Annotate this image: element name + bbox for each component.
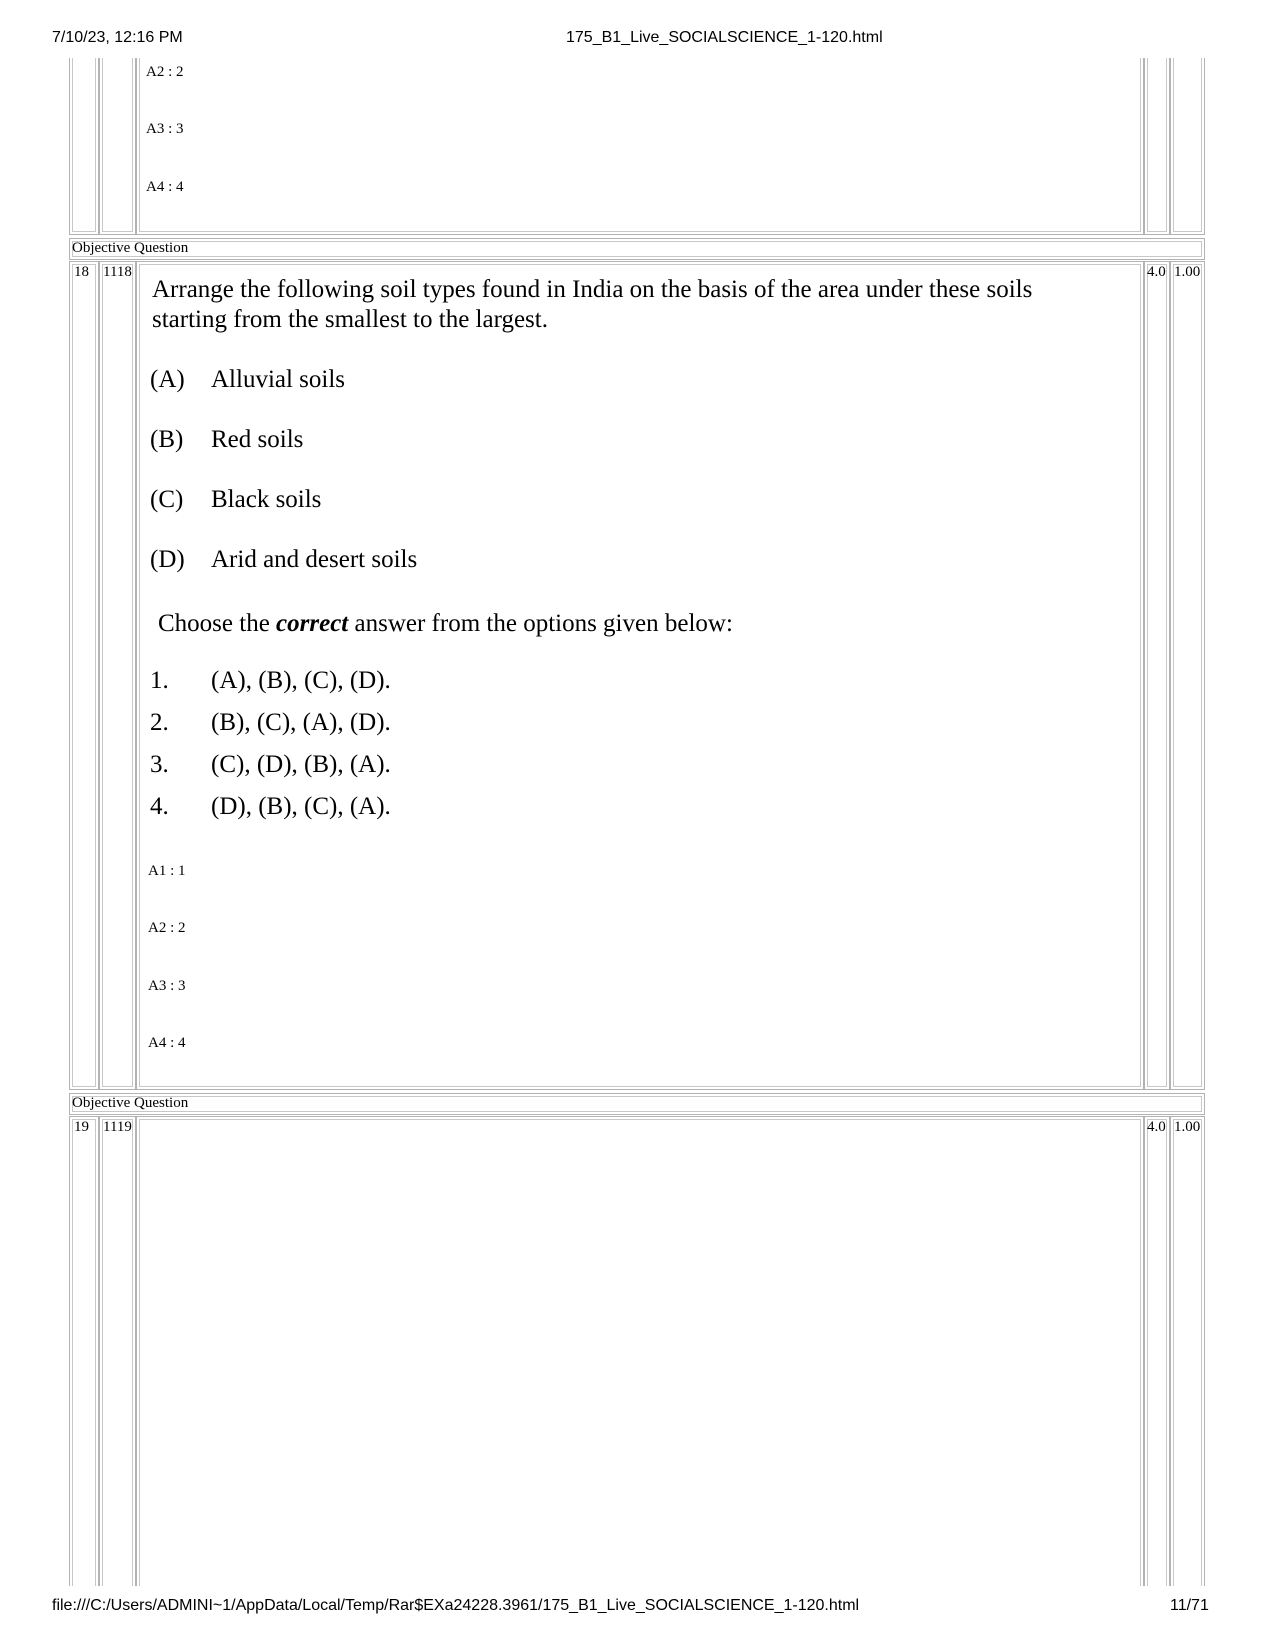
- choose-instruction: Choose the correct answer from the options given below:: [158, 610, 733, 637]
- negative-marks-value: 1.00: [1174, 1119, 1201, 1135]
- choice-number: 1.: [150, 667, 169, 694]
- item-key: (D): [150, 546, 185, 573]
- answer-option: A2 : 2: [148, 920, 186, 936]
- print-datetime: 7/10/23, 12:16 PM: [52, 29, 183, 46]
- choice-number: 3.: [150, 751, 169, 778]
- print-doc-title: 175_B1_Live_SOCIALSCIENCE_1-120.html: [566, 29, 883, 46]
- item-text: Red soils: [211, 426, 304, 453]
- prev-srno-cell: [69, 58, 99, 235]
- question-type-row: [69, 238, 1205, 260]
- item-key: (B): [150, 426, 184, 453]
- item-key: (C): [150, 486, 184, 513]
- negative-marks-cell: [1170, 261, 1205, 1090]
- question-id: 1119: [103, 1119, 132, 1135]
- marks-value: 4.0: [1147, 264, 1166, 280]
- question-type-label: Objective Question: [72, 1095, 189, 1111]
- prev-content-cell: [136, 58, 1144, 235]
- prev-marks-cell: [1144, 58, 1170, 235]
- prev-qid-cell: [99, 58, 136, 235]
- srno-cell: [69, 261, 99, 1090]
- print-file-path: file:///C:/Users/ADMINI~1/AppData/Local/Temp/Rar$EXa24228.3961/175_B1_Live_SOCIALSCIENCE_1-120.html: [52, 1597, 860, 1614]
- answer-option: A4 : 4: [148, 1035, 186, 1051]
- question-id: 1118: [103, 264, 132, 280]
- choice-number: 2.: [150, 709, 169, 736]
- choice-text: (C), (D), (B), (A).: [211, 751, 391, 778]
- answer-option: A3 : 3: [146, 121, 184, 137]
- answer-option: A4 : 4: [146, 179, 184, 195]
- srno-cell: [69, 1116, 99, 1586]
- item-key: (A): [150, 366, 185, 393]
- marks-cell: [1144, 261, 1170, 1090]
- choice-text: (D), (B), (C), (A).: [211, 793, 391, 820]
- choice-number: 4.: [150, 793, 169, 820]
- negative-marks-value: 1.00: [1174, 264, 1201, 280]
- question-stem: Arrange the following soil types found in India on the basis of the area under these soils starting from the smallest to the largest.: [152, 276, 1033, 333]
- qid-cell: [99, 261, 136, 1090]
- serial-number: 18: [74, 264, 89, 280]
- qid-cell: [99, 1116, 136, 1586]
- choice-text: (B), (C), (A), (D).: [211, 709, 391, 736]
- answer-option: A3 : 3: [148, 978, 186, 994]
- marks-cell: [1144, 1116, 1170, 1586]
- print-page-number: 11/71: [1170, 1597, 1209, 1614]
- item-text: Alluvial soils: [211, 366, 346, 393]
- prev-negative-cell: [1170, 58, 1205, 235]
- item-text: Arid and desert soils: [211, 546, 418, 573]
- emphasis-word: correct: [276, 610, 349, 637]
- marks-value: 4.0: [1147, 1119, 1166, 1135]
- question-type-label: Objective Question: [72, 240, 189, 256]
- question-content-cell: [136, 1116, 1144, 1586]
- choice-text: (A), (B), (C), (D).: [211, 667, 391, 694]
- answer-option: A1 : 1: [148, 863, 186, 879]
- negative-marks-cell: [1170, 1116, 1205, 1586]
- answer-option: A2 : 2: [146, 64, 184, 80]
- question-type-row: [69, 1093, 1205, 1115]
- serial-number: 19: [74, 1119, 89, 1135]
- item-text: Black soils: [211, 486, 322, 513]
